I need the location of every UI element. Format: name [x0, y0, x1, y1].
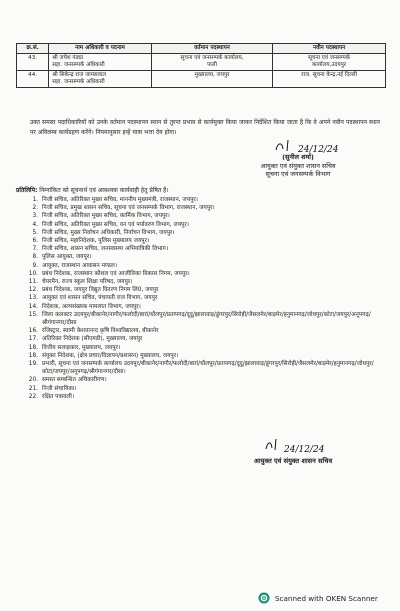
recipient-number: 10.: [28, 270, 38, 277]
recipient-number: 22.: [28, 393, 38, 400]
recipient-text: रक्षित पत्रावली।: [42, 393, 75, 400]
recipient-text: अतिरिक्त निदेशक (सीएमडी), मुख्यालय, जयपुर: [42, 336, 143, 343]
cell-sn: 44.: [17, 71, 49, 88]
recipient-text: पुलिस आयुक्त, जयपुर।: [42, 254, 92, 261]
recipient-text: निजी सचिव, मुख्य निर्वाचन अधिकारी, निर्वाचन विभाग, जयपुर।: [42, 229, 175, 236]
recipient-number: 8.: [32, 254, 38, 261]
recipient-number: 16.: [28, 328, 38, 335]
recipient-text: निजी सचिव, अतिरिक्त मुख्य सचिव, वन एवं पर्यावरण विभाग, जयपुर।: [42, 221, 189, 228]
recipient-item: [24, 245, 384, 253]
recipient-text: निजी संचायिका।: [42, 385, 77, 392]
recipient-number: 17.: [28, 336, 38, 343]
recipient-number: 4.: [32, 221, 38, 228]
recipient-item: [24, 294, 384, 302]
recipient-number: 14.: [28, 303, 38, 310]
signatory-block: [228, 153, 368, 179]
copy-intro-label: प्रतिलिपि:: [16, 187, 38, 194]
signature-mark-2: [258, 434, 348, 458]
recipient-number: 11.: [28, 279, 38, 286]
recipient-item: [24, 278, 384, 286]
recipient-item: [24, 303, 384, 311]
recipient-number: 2.: [32, 205, 38, 212]
recipient-number: 7.: [32, 246, 38, 253]
recipient-text: आयुक्त, राजस्थान आवासन मण्डल।: [42, 262, 118, 269]
signatory-department: सूचना एवं जनसम्पर्क विभाग: [265, 170, 331, 179]
cell-officer-name: श्री सिकेन्द्र राज जायसवाल सहा. जनसम्पर्क अधिकारी: [49, 71, 152, 88]
recipient-text: निदेशक, अल्पसंख्यक मामलात विभाग, जयपुर।: [42, 303, 141, 310]
header-current-posting: वर्तमान पदस्थापन: [151, 44, 272, 54]
recipient-item: [24, 344, 384, 352]
table-row: [17, 54, 386, 71]
recipient-text: प्रबंध निदेशक, राजस्थान कौशल एवं आजीविका विकास निगम, जयपुर।: [42, 270, 190, 277]
recipient-item: [24, 335, 384, 343]
recipient-text: जिला कलक्टर उदयपुर/बीकानेर/नागौर/फलोदी/बारां/धौलपुर/प्रतापगढ़/दूदू/झालावाड़/डूंगरपुर/सिरोही/जैसलमेर/बाड़मेर/हनुमानगढ़/जोधपुर/कोटा/जयपुर/अनूपगढ़/श्रीगंगानगर/दौसा: [42, 311, 371, 327]
recipient-text: निजी सचिव, अतिरिक्त मुख्य सचिव, कार्मिक विभाग, जयपुर।: [42, 213, 170, 220]
recipient-text: प्रभारी, सूचना एवं जनसम्पर्क कार्यालय उदयपुर/बीकानेर/नागौर/फलोदी/बारां/धौलपुर/प्रतापगढ़/दूदू/झालावाड़/डूंगरपुर/सिरोही/जैसलमेर/बाड़मेर/हनुमानगढ़/जोधपुर/कोटा/जयपुर/अनूपगढ़/श्रीगंगानगर/दौसा।: [42, 361, 374, 376]
copy-intro: [16, 187, 386, 195]
signature-date-2: 24/12/24: [284, 445, 325, 455]
recipient-number: 15.: [28, 311, 38, 318]
recipient-number: 19.: [28, 361, 38, 368]
recipient-text: निजी सचिव, शासन सचिव, जनस्वास्थ्य अभियांत्रिकी विभाग।: [42, 246, 169, 253]
cell-current-posting: सूचना एवं जनसम्पर्क कार्यालय, पाली: [151, 54, 272, 71]
order-paragraph: उक्त समस्त पदाधिकारियों को उनके वर्तमान पदस्थापन स्थान से तुरन्त प्रभाव से कार्यमुक्त किया जाकर निर्देशित किया जाता है कि वे अपने नवीन पदस्थापन स्थान पर अविलम्ब कार्यग्रहण करेंगे। नियमानुसार इन्हें यात्रा भत्ता देय होगा।: [30, 119, 380, 136]
recipient-item: [24, 270, 384, 278]
recipient-item: [24, 327, 384, 335]
recipient-item: [24, 221, 384, 229]
recipient-text: रजिस्ट्रार, स्वामी केशवानन्द कृषि विश्वविद्यालय, बीकानेर: [42, 328, 159, 335]
recipient-number: 20.: [28, 377, 38, 384]
table-row: [17, 71, 386, 88]
recipient-text: प्रबंध निदेशक, जयपुर विद्युत वितरण निगम लि0, जयपुर: [42, 287, 159, 294]
cell-new-posting: राज. सूचना केन्द्र,नई दिल्ली: [273, 71, 386, 88]
recipient-number: 18.: [28, 352, 38, 359]
recipient-item: [24, 393, 384, 401]
recipient-list: [24, 196, 384, 401]
cell-current-posting: मुख्यालय, जयपुर: [151, 71, 272, 88]
recipient-item: [24, 262, 384, 270]
recipient-item: [24, 286, 384, 294]
recipient-number: 13.: [28, 295, 38, 302]
header-new-posting: नवीन पदस्थापन: [273, 44, 386, 54]
recipient-text: निजी सचिव, महानिदेशक, पुलिस मुख्यालय जयपुर।: [42, 238, 150, 245]
recipient-text: वित्तीय सलाहकार, मुख्यालय, जयपुर।: [42, 344, 121, 351]
recipient-item: [24, 196, 384, 204]
recipient-number: 1.: [32, 197, 38, 203]
recipient-item: [24, 204, 384, 212]
table-body: [17, 54, 386, 88]
header-name: नाम अधिकारी व पदनाम: [49, 44, 152, 54]
scanner-label: Scanned with OKEN Scanner: [275, 593, 378, 603]
recipient-text: समस्त सम्बन्धित अधिकारीगण।: [42, 377, 107, 384]
oken-scanner-logo-icon: [258, 592, 270, 604]
transfer-table: [16, 43, 386, 88]
recipient-item: [24, 253, 384, 261]
copy-intro-text: निम्नांकित को सूचनार्थ एवं आवश्यक कार्यवाही हेतु प्रेषित है।: [39, 187, 169, 194]
recipient-item: [24, 360, 384, 376]
recipient-number: 12.: [28, 287, 38, 294]
signatory-name: (सुनील शर्मा): [282, 153, 314, 161]
recipient-text: चेयरमैन, राज्य स्कूल शिक्षा परिषद, जयपुर।: [42, 279, 133, 286]
cell-officer-name: श्री जयेश पंड्या सहा. जनसम्पर्क अधिकारी: [49, 54, 152, 71]
recipient-number: 6.: [32, 238, 38, 245]
cell-sn: 43.: [17, 54, 49, 71]
recipient-number: 21.: [28, 385, 38, 392]
recipient-item: [24, 376, 384, 384]
signature-date-1: 24/12/24: [298, 145, 339, 155]
recipient-item: [24, 237, 384, 245]
recipient-text: निजी सचिव, अतिरिक्त मुख्य सचिव, माननीय मुख्यमंत्री, राजस्थान, जयपुर।: [42, 197, 198, 203]
cell-new-posting: सूचना एवं जनसम्पर्क कार्यालय,उदयपुर: [273, 54, 386, 71]
header-sn: क्र.सं.: [17, 44, 49, 54]
recipient-item: [24, 311, 384, 327]
recipient-number: 3.: [32, 213, 38, 220]
signatory-designation: आयुक्त एवं संयुक्त शासन सचिव: [260, 161, 336, 170]
recipient-text: संयुक्त निदेशक, (क्षेत्र प्रचार/विज्ञापन/प्रशासन) मुख्यालय, जयपुर।: [42, 352, 179, 359]
recipient-number: 5.: [32, 229, 38, 236]
recipient-number: 18.: [28, 344, 38, 351]
table-header-row: [17, 44, 386, 54]
scanner-watermark: [258, 591, 398, 605]
recipient-text: आयुक्त एवं शासन सचिव, पंचायती राज विभाग, जयपुर: [42, 295, 158, 302]
recipient-item: [24, 385, 384, 393]
recipient-item: [24, 212, 384, 220]
signatory-designation-2: आयुक्त एवं संयुक्त शासन सचिव: [253, 457, 333, 465]
recipient-text: निजी सचिव, प्रमुख शासन सचिव, सूचना एवं जनसम्पर्क विभाग, राजस्थान, जयपुर।: [42, 205, 215, 212]
recipient-number: 9.: [32, 262, 38, 269]
recipient-item: [24, 229, 384, 237]
recipient-item: [24, 352, 384, 360]
